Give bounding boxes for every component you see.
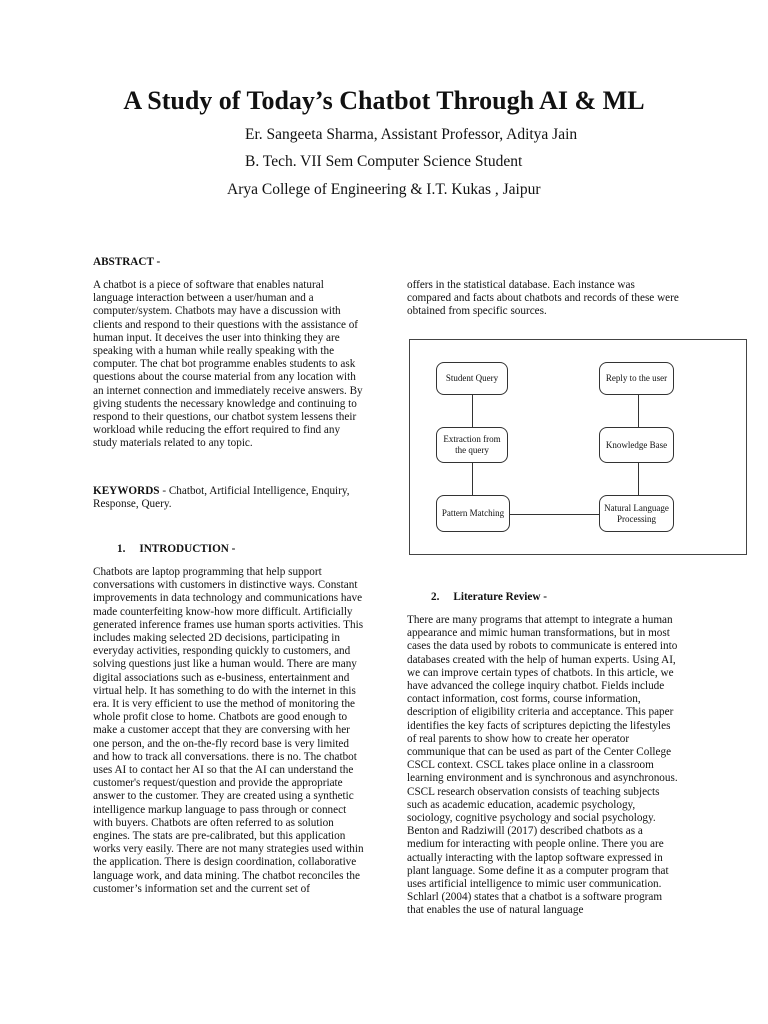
- keywords-label: KEYWORDS: [93, 485, 160, 497]
- author-line-affiliation: Arya College of Engineering & I.T. Kukas , Jaipur: [227, 181, 541, 198]
- author-line-program: B. Tech. VII Sem Computer Science Student: [245, 153, 523, 170]
- edge-query-to-extraction: [472, 394, 473, 428]
- node-knowledge-base: [599, 427, 674, 463]
- abstract-section: [93, 256, 365, 269]
- edge-kb-to-nlp: [638, 462, 639, 495]
- edge-extraction-to-pattern: [472, 462, 473, 495]
- node-student-query: [436, 362, 508, 395]
- node-reply: [599, 362, 674, 395]
- keywords-block: [93, 485, 365, 511]
- node-pattern-matching-label: Pattern Matching: [441, 508, 505, 518]
- edge-pattern-to-nlp: [510, 514, 599, 515]
- paper-title: A Study of Today’s Chatbot Through AI & ML: [123, 86, 645, 115]
- chatbot-flow-diagram: [409, 339, 747, 555]
- literature-body: There are many programs that attempt to integrate a human appearance and mimic human transformations, but in most cases the data used by robots to communicate is entered into databases created with the help of human experts. Using AI, we can improve certain types of chatbots. In this article, we have advanced the college inquiry chatbot. Fields include contact information, cost forms, course information, description of eligibility criteria and acceptance. This paper identifies the key facts of scriptures depicting the lifestyles of real parents to show how to create her operator communique that can be used as part of the Center College CSCL context. CSCL takes place online in a classroom learning environment and is synchronous and asynchronous. CSCL research observation consists of teaching subjects such as academic education, academic psychology, sociology, cognitive psychology and social psychology. Benton and Radziwill (2017) described chatbots as a medium for interacting with people online. There you are actually interacting with the laptop software expressed in plant language. Some define it as a computer program that uses artificial intelligence to mimic user communication. Schlarl (2004) states that a chatbot is a software program that enables the use of natural language: [407, 614, 678, 917]
- edge-reply-to-kb: [638, 394, 639, 428]
- author-line-names: Er. Sangeeta Sharma, Assistant Professor, Aditya Jain: [245, 126, 578, 143]
- introduction-heading: 1. INTRODUCTION -: [117, 543, 236, 555]
- literature-heading: 2. Literature Review -: [431, 591, 547, 603]
- node-nlp: [599, 495, 674, 532]
- introduction-body: Chatbots are laptop programming that help support conversations with customers in distinctive ways. Constant improvements in data technology and communications have made counterfeiting know-how more difficult. Artificially generated inference frames use human sports activities. This includes making selected 2D decisions, participating in everyday activities, responding quickly to customers, and solving questions just like a human would. There are many digital associations such as e-business, entertainment and virtual help. It has something to do with the internet in this era. It is very efficient to use the method of monitoring the whole profit close to home. Chatbots are good enough to make a customer accept that they are conversing with her one person, and the on-the-fly record base is very limited and how to track all conversations. there is no. The chatbot uses AI to contact her AI so that the AI can understand the customer's request/question and provide the appropriate answer to the customer. They are created using a synthetic intelligence markup language to pass through or connect with buyers. Chatbots are often referred to as solution engines. The stats are pre-calibrated, but this application works very easily. There are not many strategies used within the application. There is design coordination, collaborative language work, and data mining. The chatbot reconciles the customer’s information set and the current set of: [93, 566, 364, 895]
- node-pattern-matching: [436, 495, 510, 532]
- abstract-body-block: [93, 279, 365, 451]
- abstract-heading: ABSTRACT -: [93, 256, 161, 268]
- node-nlp-label: Natural Language Processing: [604, 502, 669, 524]
- node-extraction-label: Extraction from the query: [443, 434, 501, 455]
- right-intro-block: [407, 279, 679, 319]
- node-reply-label: Reply to the user: [605, 373, 668, 383]
- node-extraction: [436, 427, 508, 463]
- keywords-paragraph: [93, 485, 365, 511]
- literature-body-block: [407, 614, 679, 918]
- abstract-body: A chatbot is a piece of software that enables natural language interaction between a user/human and a computer/system. Chatbots may have a discussion with clients and respond to their questions with the assistance of human input. It deceives the user into thinking they are speaking with a human while really speaking with the computer. The chat bot programme enables students to ask questions about the course material from any location with an internet connection and immediately receive answers. By giving students the necessary knowledge and continuing to respond to their questions, our chatbot system lessens their workload while reducing the effort required to find any study materials related to any topic.: [93, 279, 363, 450]
- keywords-text: - Chatbot, Artificial Intelligence, Enquiry, Response, Query.: [93, 485, 350, 511]
- introduction-body-block: [93, 566, 365, 896]
- right-intro-text: offers in the statistical database. Each instance was compared and facts about chatbots and records of these were obtained from specific sources.: [407, 279, 679, 318]
- introduction-heading-block: [117, 543, 365, 556]
- literature-heading-block: [431, 591, 679, 604]
- node-knowledge-base-label: Knowledge Base: [605, 439, 668, 450]
- node-student-query-label: Student Query: [445, 373, 499, 383]
